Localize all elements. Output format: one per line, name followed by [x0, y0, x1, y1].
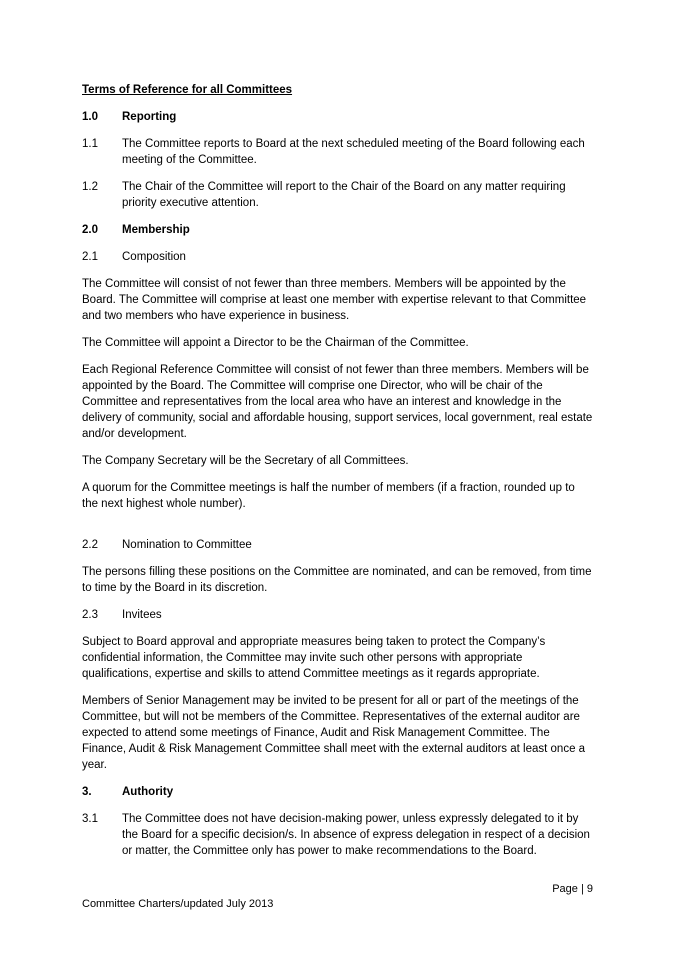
page-footer [82, 882, 593, 912]
clause-number: 3.1 [82, 813, 98, 825]
subsection-heading-composition [82, 249, 593, 265]
clause-text: The Committee reports to Board at the next scheduled meeting of the Board following each meeting of the Committee. [122, 138, 585, 166]
subsection-number: 2.2 [82, 539, 98, 551]
subsection-number: 2.3 [82, 609, 98, 621]
footer-page-number: Page | 9 [552, 883, 593, 895]
section-number: 3. [82, 786, 92, 798]
subsection-heading-label: Nomination to Committee [122, 539, 252, 551]
section-heading-label: Membership [122, 224, 190, 236]
section-heading-label: Reporting [122, 111, 177, 123]
subsection-heading-label: Composition [122, 251, 186, 263]
clause-number: 1.1 [82, 138, 98, 150]
footer-document-label: Committee Charters/updated July 2013 [82, 898, 274, 910]
clause-number: 1.2 [82, 181, 98, 193]
section-number: 2.0 [82, 224, 98, 236]
paragraph: The persons filling these positions on the Committee are nominated, and can be removed, from time to time by the Board in its discretion. [82, 566, 592, 594]
clause-1-2 [82, 179, 593, 211]
paragraph: The Committee will consist of not fewer than three members. Members will be appointed by the Board. The Committee will comprise at least one member with expertise relevant to that Committee and two members who have experience in business. [82, 278, 587, 322]
section-heading-label: Authority [122, 786, 174, 798]
section-heading-reporting [82, 109, 593, 125]
subsection-heading-label: Invitees [122, 609, 162, 621]
document-title: Terms of Reference for all Committees [82, 84, 293, 96]
clause-1-1 [82, 136, 593, 168]
clause-text: The Chair of the Committee will report to the Chair of the Board on any matter requiring priority executive attention. [122, 181, 566, 209]
section-heading-authority [82, 784, 593, 800]
subsection-heading-invitees [82, 607, 593, 623]
paragraph: Each Regional Reference Committee will consist of not fewer than three members. Members will be appointed by the Board. The Committee will comprise one Director, who will be chair of the Committee and representatives from the local area who have an interest and knowledge in the delivery of community, social and affordable housing, support services, local government, real estate and/or development. [82, 364, 593, 440]
paragraph: Members of Senior Management may be invited to be present for all or part of the meetings of the Committee, but will not be members of the Committee. Representatives of the external auditor are expected to attend some meetings of Finance, Audit and Risk Management Committee. The Finance, Audit & Risk Management Committee shall meet with the external auditors at least once a year. [82, 695, 586, 771]
clause-text: The Committee does not have decision-making power, unless expressly delegated to it by the Board for a specific decision/s. In absence of express delegation in respect of a decision or matter, the Committee only has power to make recommendations to the Board. [122, 813, 590, 857]
paragraph: A quorum for the Committee meetings is half the number of members (if a fraction, rounded up to the next highest whole number). [82, 482, 575, 510]
section-heading-membership [82, 222, 593, 238]
subsection-heading-nomination [82, 537, 593, 553]
section-number: 1.0 [82, 111, 98, 123]
clause-3-1 [82, 811, 593, 859]
paragraph: Subject to Board approval and appropriate measures being taken to protect the Company’s confidential information, the Committee may invite such other persons with appropriate qualifications, expertise and skills to attend Committee meetings as it regards appropriate. [82, 636, 546, 680]
paragraph: The Company Secretary will be the Secretary of all Committees. [82, 455, 409, 467]
paragraph: The Committee will appoint a Director to be the Chairman of the Committee. [82, 337, 469, 349]
subsection-number: 2.1 [82, 251, 98, 263]
document-content [82, 82, 593, 870]
